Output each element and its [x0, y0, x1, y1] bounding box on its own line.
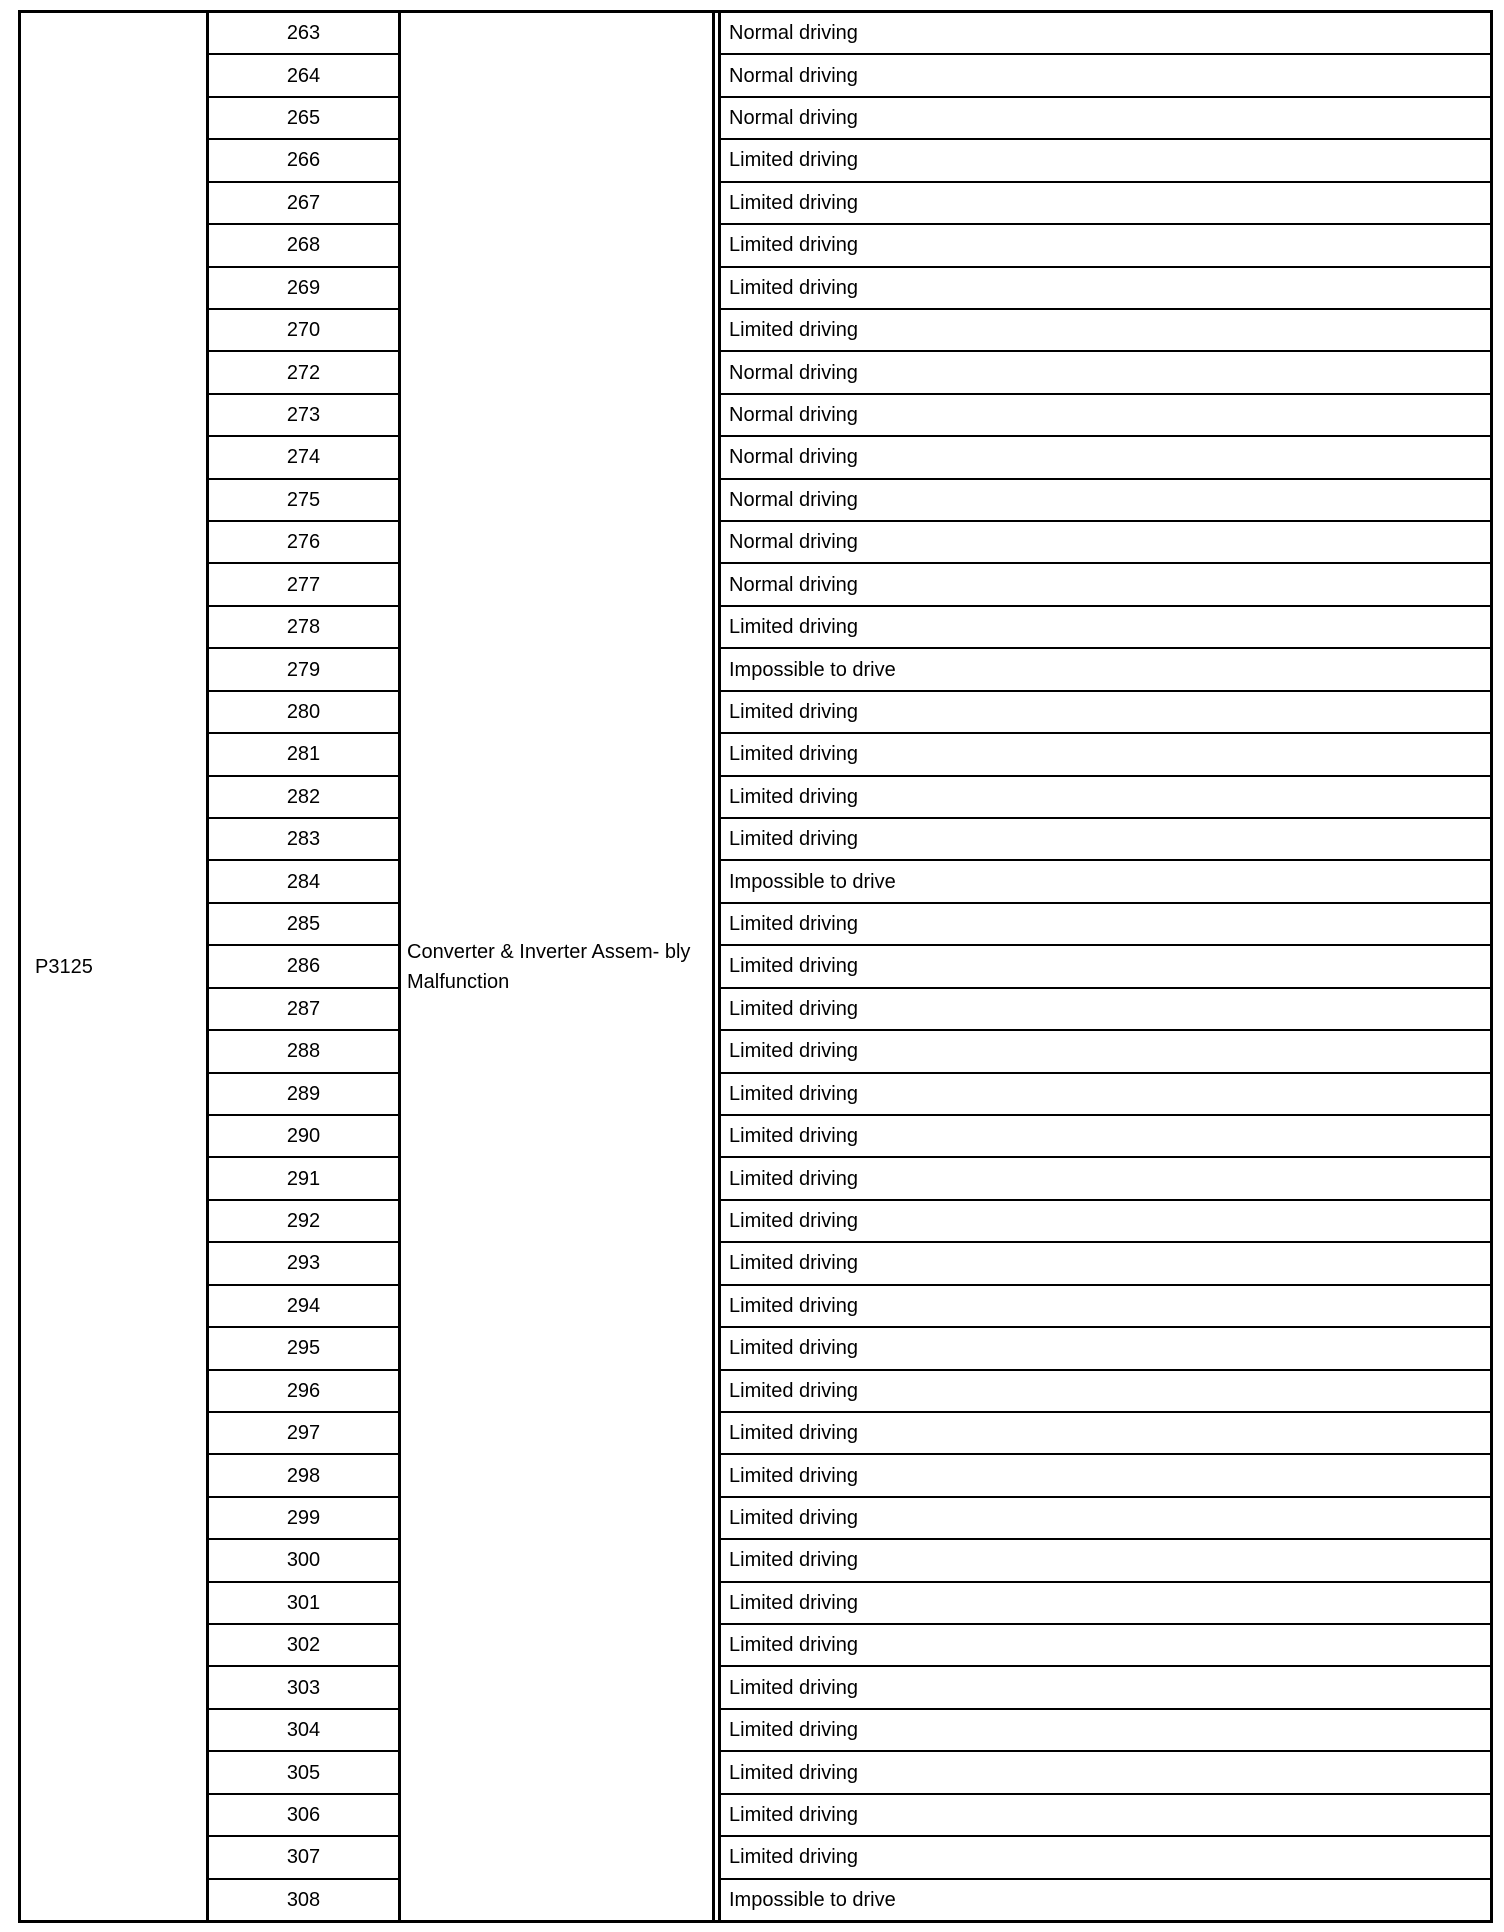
info-code-cell: 266 — [208, 139, 400, 181]
info-code-cell: 304 — [208, 1709, 400, 1751]
driving-status-cell: Limited driving — [720, 945, 1492, 987]
table-row — [20, 1879, 1492, 1922]
driving-status-cell: Normal driving — [720, 351, 1492, 393]
dtc-code: P3125 — [35, 955, 93, 978]
detection-item: Converter & Inverter Assem- bly Malfunction — [407, 940, 691, 993]
table-row — [20, 1539, 1492, 1581]
driving-status-cell: Impossible to drive — [720, 648, 1492, 690]
info-code-cell: 280 — [208, 691, 400, 733]
info-code-cell: 270 — [208, 309, 400, 351]
driving-status-cell: Normal driving — [720, 394, 1492, 436]
table-row — [20, 54, 1492, 96]
info-code-cell: 296 — [208, 1370, 400, 1412]
table-row — [20, 733, 1492, 775]
info-code-cell: 285 — [208, 903, 400, 945]
driving-status-cell: Limited driving — [720, 1157, 1492, 1199]
driving-status-cell: Limited driving — [720, 139, 1492, 181]
driving-status-cell: Limited driving — [720, 182, 1492, 224]
table-row — [20, 1030, 1492, 1072]
table-row — [20, 860, 1492, 902]
driving-status-cell: Limited driving — [720, 1285, 1492, 1327]
driving-status-cell: Limited driving — [720, 309, 1492, 351]
driving-status-cell: Normal driving — [720, 12, 1492, 55]
table-row — [20, 1115, 1492, 1157]
info-code-cell: 282 — [208, 776, 400, 818]
driving-status-cell: Limited driving — [720, 1370, 1492, 1412]
driving-status-cell: Limited driving — [720, 1242, 1492, 1284]
info-code-cell: 299 — [208, 1497, 400, 1539]
table-row — [20, 1327, 1492, 1369]
table-row — [20, 1454, 1492, 1496]
info-code-cell: 298 — [208, 1454, 400, 1496]
driving-status-cell: Limited driving — [720, 1327, 1492, 1369]
table-row — [20, 1242, 1492, 1284]
info-code-cell: 278 — [208, 606, 400, 648]
table-row — [20, 394, 1492, 436]
table-row — [20, 1624, 1492, 1666]
info-code-cell: 263 — [208, 12, 400, 55]
table-row — [20, 1794, 1492, 1836]
table-row — [20, 1412, 1492, 1454]
info-code-cell: 284 — [208, 860, 400, 902]
driving-status-cell: Limited driving — [720, 1200, 1492, 1242]
info-code-cell: 281 — [208, 733, 400, 775]
table-row — [20, 351, 1492, 393]
table-row — [20, 776, 1492, 818]
detection-item-cell — [400, 12, 714, 1922]
dtc-table — [18, 10, 1493, 1923]
driving-status-cell: Normal driving — [720, 563, 1492, 605]
driving-status-cell: Limited driving — [720, 733, 1492, 775]
info-code-cell: 308 — [208, 1879, 400, 1922]
driving-status-cell: Limited driving — [720, 818, 1492, 860]
dtc-code-cell — [20, 12, 208, 1922]
table-row — [20, 1285, 1492, 1327]
driving-status-cell: Limited driving — [720, 988, 1492, 1030]
table-row — [20, 1370, 1492, 1412]
driving-status-cell: Limited driving — [720, 1030, 1492, 1072]
table-row — [20, 139, 1492, 181]
table-row — [20, 182, 1492, 224]
table-row — [20, 1157, 1492, 1199]
table-row — [20, 521, 1492, 563]
info-code-cell: 294 — [208, 1285, 400, 1327]
info-code-cell: 273 — [208, 394, 400, 436]
driving-status-cell: Limited driving — [720, 1836, 1492, 1878]
info-code-cell: 272 — [208, 351, 400, 393]
driving-status-cell: Limited driving — [720, 1794, 1492, 1836]
info-code-cell: 274 — [208, 436, 400, 478]
table-row — [20, 1073, 1492, 1115]
driving-status-cell: Limited driving — [720, 606, 1492, 648]
table-row — [20, 224, 1492, 266]
driving-status-cell: Limited driving — [720, 903, 1492, 945]
driving-status-cell: Limited driving — [720, 1412, 1492, 1454]
info-code-cell: 277 — [208, 563, 400, 605]
driving-status-cell: Limited driving — [720, 1709, 1492, 1751]
table-row — [20, 563, 1492, 605]
info-code-cell: 301 — [208, 1582, 400, 1624]
driving-status-cell: Impossible to drive — [720, 1879, 1492, 1922]
info-code-cell: 275 — [208, 479, 400, 521]
table-row — [20, 1497, 1492, 1539]
driving-status-cell: Limited driving — [720, 1115, 1492, 1157]
driving-status-cell: Normal driving — [720, 97, 1492, 139]
driving-status-cell: Limited driving — [720, 1497, 1492, 1539]
info-code-cell: 290 — [208, 1115, 400, 1157]
info-code-cell: 279 — [208, 648, 400, 690]
info-code-cell: 295 — [208, 1327, 400, 1369]
driving-status-cell: Normal driving — [720, 54, 1492, 96]
info-code-cell: 267 — [208, 182, 400, 224]
info-code-cell: 289 — [208, 1073, 400, 1115]
driving-status-cell: Limited driving — [720, 1582, 1492, 1624]
info-code-cell: 297 — [208, 1412, 400, 1454]
table-row — [20, 1200, 1492, 1242]
table-row — [20, 1751, 1492, 1793]
table-row — [20, 1666, 1492, 1708]
driving-status-cell: Normal driving — [720, 479, 1492, 521]
table-row — [20, 267, 1492, 309]
info-code-cell: 293 — [208, 1242, 400, 1284]
info-code-cell: 269 — [208, 267, 400, 309]
driving-status-cell: Limited driving — [720, 1539, 1492, 1581]
table-row — [20, 1836, 1492, 1878]
table-row — [20, 648, 1492, 690]
table-row — [20, 436, 1492, 478]
info-code-cell: 300 — [208, 1539, 400, 1581]
dtc-table-body — [20, 12, 1492, 1922]
table-row — [20, 1582, 1492, 1624]
info-code-cell: 302 — [208, 1624, 400, 1666]
driving-status-cell: Limited driving — [720, 1073, 1492, 1115]
table-row — [20, 945, 1492, 987]
info-code-cell: 286 — [208, 945, 400, 987]
table-row — [20, 818, 1492, 860]
table-row — [20, 1709, 1492, 1751]
driving-status-cell: Limited driving — [720, 267, 1492, 309]
table-row — [20, 903, 1492, 945]
table-row — [20, 691, 1492, 733]
table-row — [20, 479, 1492, 521]
document-page — [18, 10, 1490, 1923]
driving-status-cell: Limited driving — [720, 1666, 1492, 1708]
info-code-cell: 292 — [208, 1200, 400, 1242]
driving-status-cell: Limited driving — [720, 1624, 1492, 1666]
driving-status-cell: Limited driving — [720, 691, 1492, 733]
table-row — [20, 97, 1492, 139]
driving-status-cell: Limited driving — [720, 776, 1492, 818]
driving-status-cell: Limited driving — [720, 224, 1492, 266]
info-code-cell: 268 — [208, 224, 400, 266]
table-row — [20, 12, 1492, 55]
info-code-cell: 265 — [208, 97, 400, 139]
table-row — [20, 988, 1492, 1030]
info-code-cell: 305 — [208, 1751, 400, 1793]
driving-status-cell: Limited driving — [720, 1751, 1492, 1793]
info-code-cell: 303 — [208, 1666, 400, 1708]
info-code-cell: 307 — [208, 1836, 400, 1878]
driving-status-cell: Normal driving — [720, 521, 1492, 563]
info-code-cell: 276 — [208, 521, 400, 563]
info-code-cell: 291 — [208, 1157, 400, 1199]
info-code-cell: 264 — [208, 54, 400, 96]
table-row — [20, 309, 1492, 351]
info-code-cell: 287 — [208, 988, 400, 1030]
driving-status-cell: Normal driving — [720, 436, 1492, 478]
info-code-cell: 306 — [208, 1794, 400, 1836]
info-code-cell: 283 — [208, 818, 400, 860]
driving-status-cell: Limited driving — [720, 1454, 1492, 1496]
table-row — [20, 606, 1492, 648]
driving-status-cell: Impossible to drive — [720, 860, 1492, 902]
info-code-cell: 288 — [208, 1030, 400, 1072]
